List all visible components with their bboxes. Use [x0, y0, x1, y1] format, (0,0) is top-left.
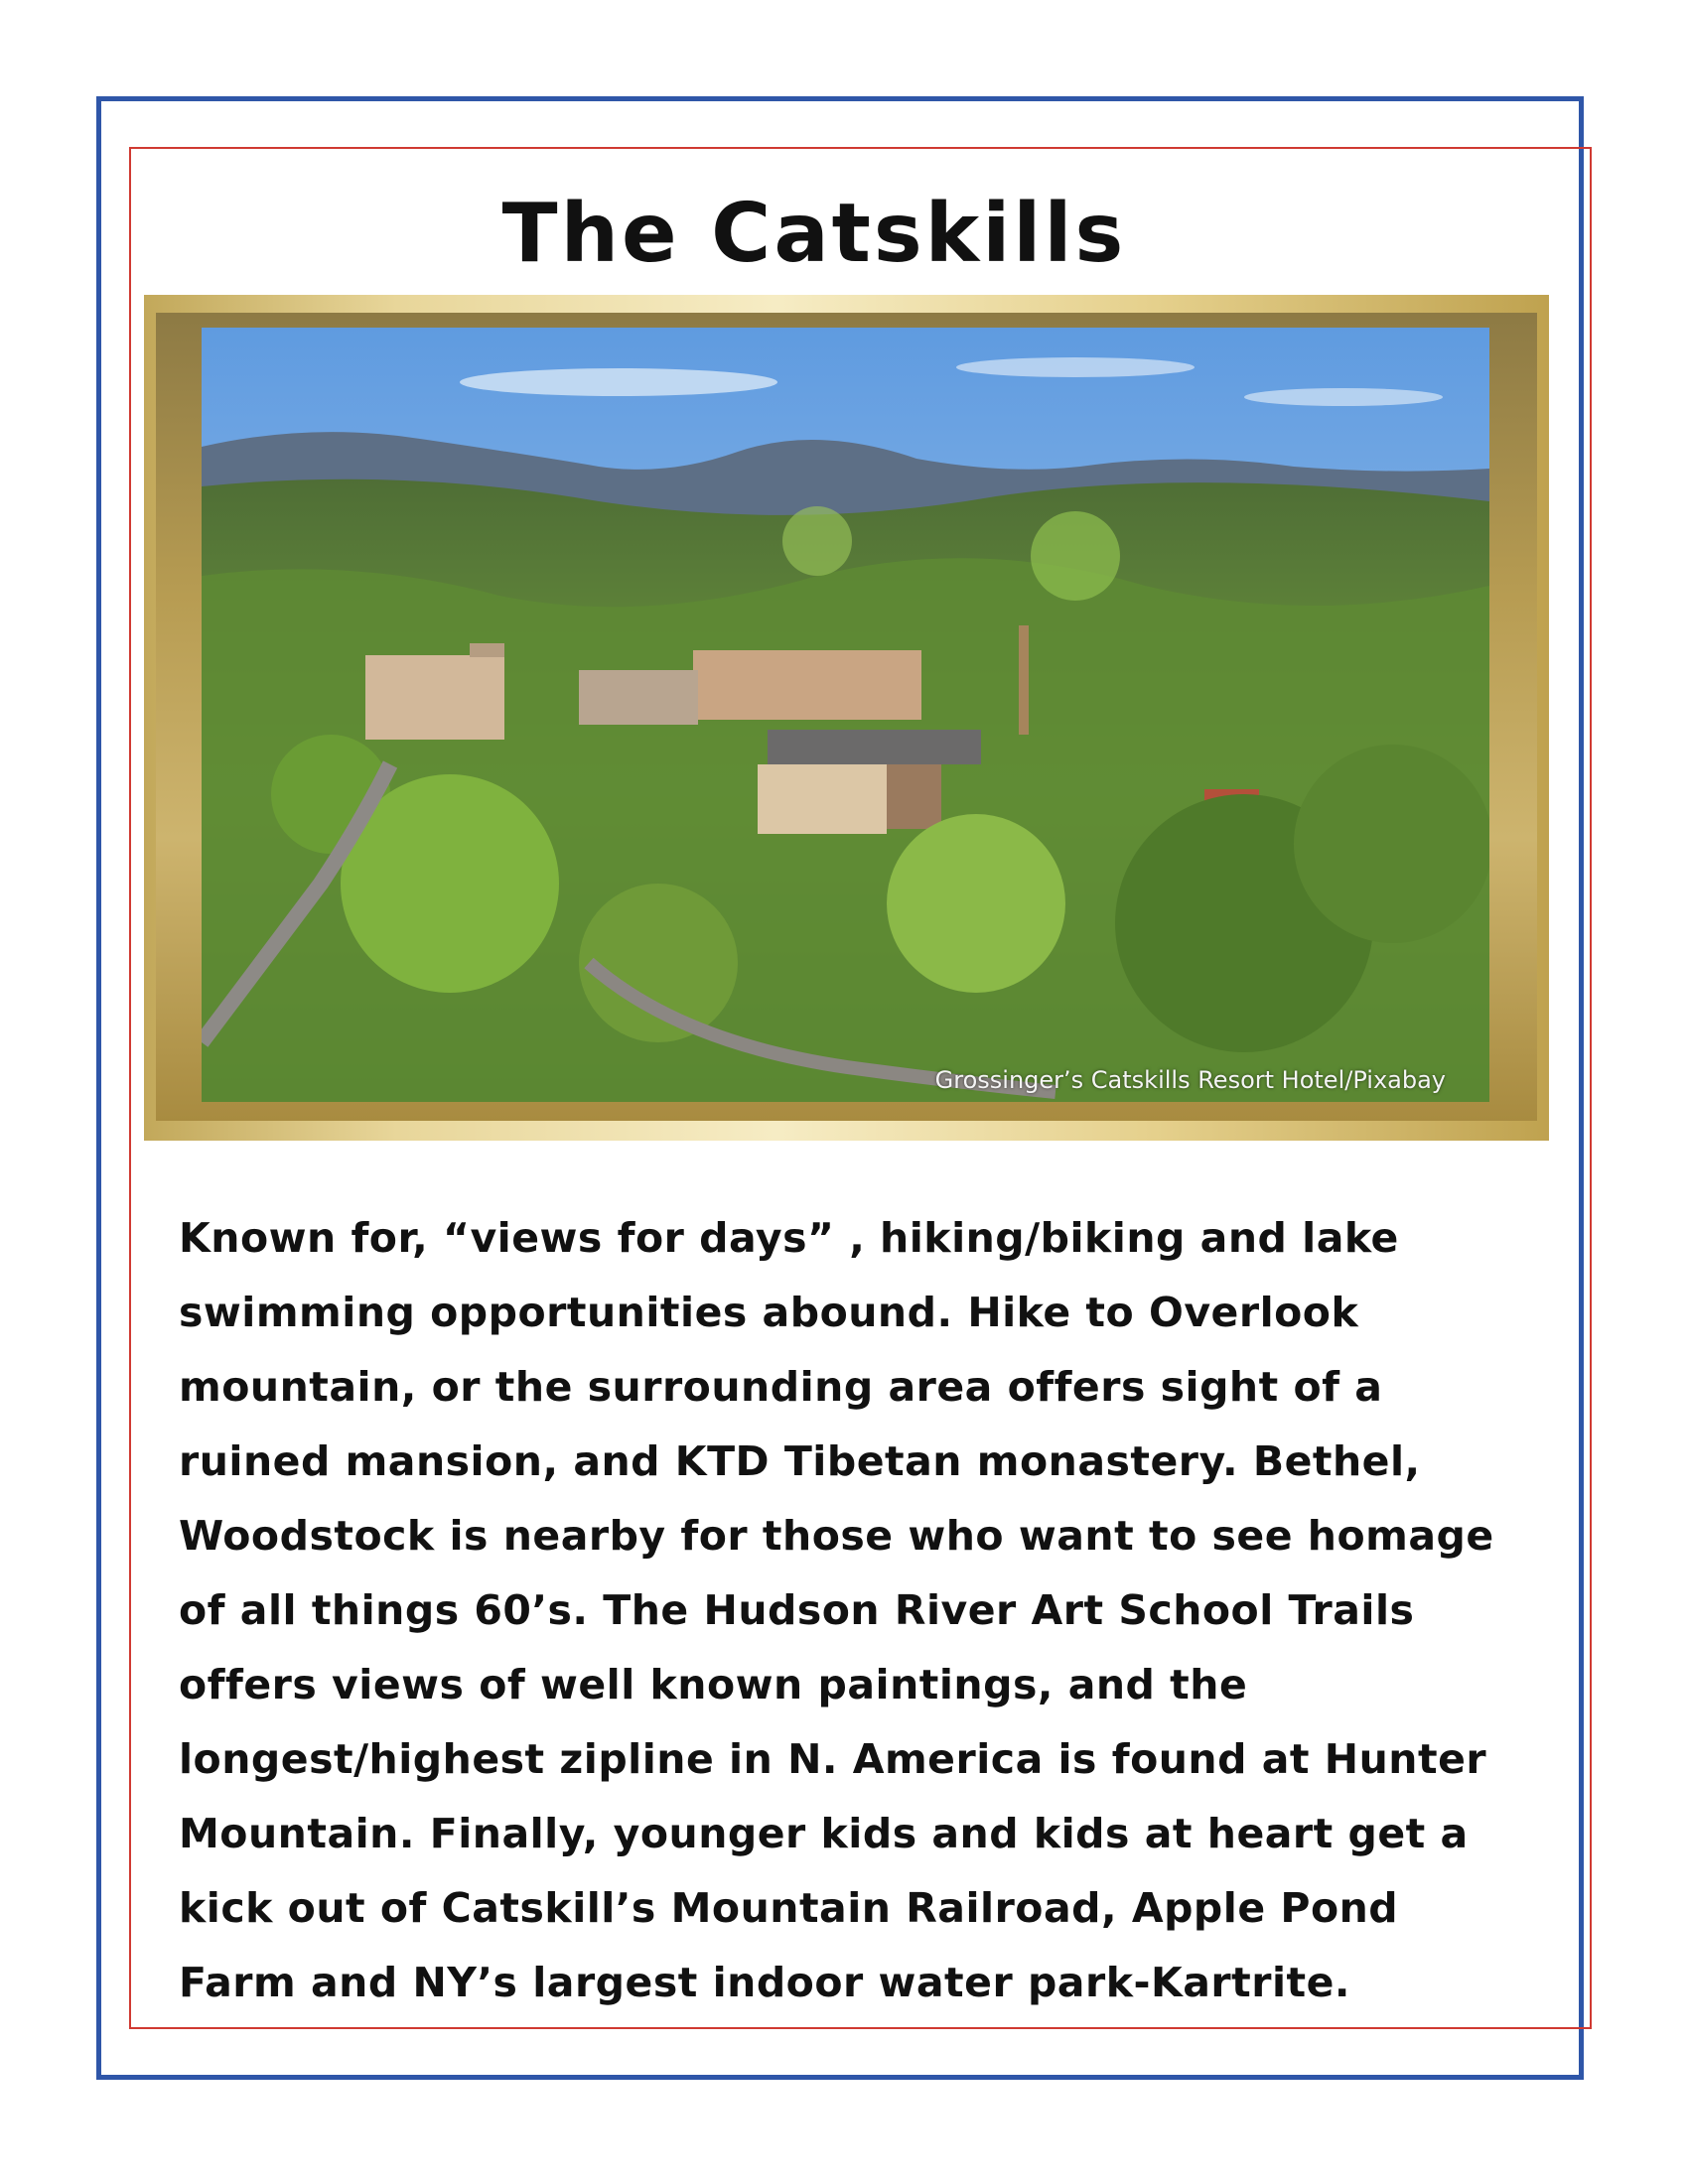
landscape-illustration: [202, 328, 1489, 1102]
resort-photo: [202, 328, 1489, 1102]
description-paragraph: Known for, “views for days” , hiking/biking and lake swimming opportunities abound. Hike to Overlook mountain, or the surrounding area offers sight of a ruined mansion, and KTD Tibetan monastery. Bethel, Woodstock is nearby for those who want to see homage of all things 60’s. The Hudson River Art School Trails offers views of well known paintings, and the longest/highest zipline in N. America is found at Hunter Mountain. Finally, younger kids and kids at heart get a kick out of Catskill’s Mountain Railroad, Apple Pond Farm and NY’s largest indoor water park-Kartrite.: [179, 1214, 1494, 2006]
page-title: The Catskills: [501, 187, 1127, 281]
photo-frame: [144, 295, 1549, 1141]
photo-caption: Grossinger’s Catskills Resort Hotel/Pixabay: [934, 1066, 1446, 1094]
